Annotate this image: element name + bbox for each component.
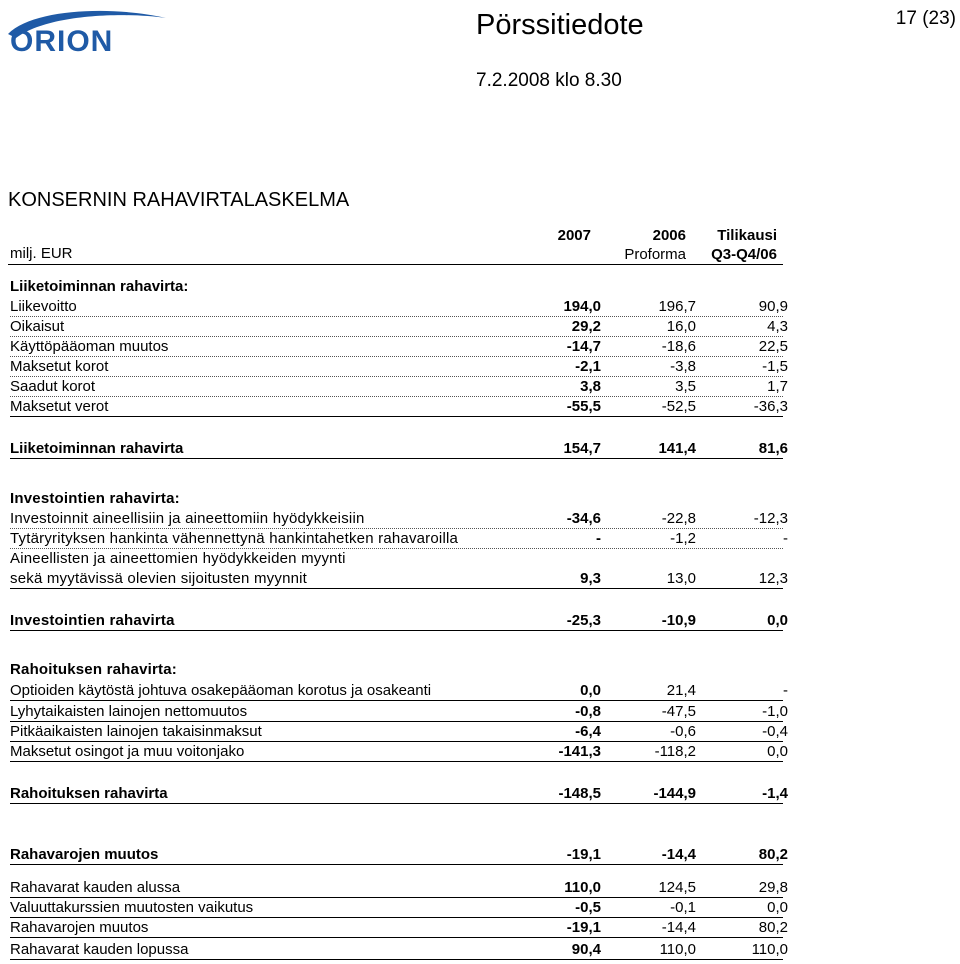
table-row: Pitkäaikaisten lainojen takaisinmaksut -6,4 -0,6 -0,4	[10, 723, 788, 740]
table-row: Käyttöpääoman muutos -14,7 -18,6 22,5	[10, 338, 788, 355]
section-heading: Rahoituksen rahavirta:	[10, 661, 177, 678]
table-row: Maksetut korot -2,1 -3,8 -1,5	[10, 358, 788, 375]
section-heading: Investointien rahavirta:	[10, 490, 180, 507]
table-row: Maksetut verot -55,5 -52,5 -36,3	[10, 398, 788, 415]
column-header	[8, 225, 783, 265]
table-row: Investoinnit aineellisiin ja aineettomiin hyödykkeisiin -34,6 -22,8 -12,3	[10, 510, 788, 527]
subtotal-row: Investointien rahavirta -25,3 -10,9 0,0	[10, 612, 788, 629]
col-2006: 2006	[652, 227, 686, 244]
unit-label: milj. EUR	[10, 245, 73, 262]
table-row: Rahavarat kauden alussa 110,0 124,5 29,8	[10, 879, 788, 896]
table-row: Rahavarojen muutos -19,1 -14,4 80,2	[10, 919, 788, 936]
section-heading: Liiketoiminnan rahavirta:	[10, 278, 189, 295]
report-title: KONSERNIN RAHAVIRTALASKELMA	[8, 189, 350, 211]
table-row: Liikevoitto 194,0 196,7 90,9	[10, 298, 788, 315]
table-row: Valuuttakurssien muutosten vaikutus -0,5 -0,1 0,0	[10, 899, 788, 916]
document-date: 7.2.2008 klo 8.30	[476, 70, 622, 91]
table-row: Lyhytaikaisten lainojen nettomuutos -0,8 -47,5 -1,0	[10, 703, 788, 720]
col-2006-proforma: Proforma	[624, 246, 686, 263]
logo-text: ORION	[10, 25, 114, 54]
col-q3q4: Q3-Q4/06	[711, 246, 777, 263]
col-tilikausi: Tilikausi	[717, 227, 777, 244]
table-row: Maksetut osingot ja muu voitonjako -141,3 -118,2 0,0	[10, 743, 788, 760]
header-rule	[8, 264, 783, 265]
col-2007: 2007	[557, 227, 591, 244]
subtotal-row: Liiketoiminnan rahavirta 154,7 141,4 81,6	[10, 440, 788, 457]
table-row: Aineellisten ja aineettomien hyödykkeiden myynti	[10, 550, 346, 567]
orion-logo	[4, 4, 172, 54]
subtotal-row: Rahavarojen muutos -19,1 -14,4 80,2	[10, 846, 788, 863]
table-row: Optioiden käytöstä johtuva osakepääoman korotus ja osakeanti 0,0 21,4 -	[10, 682, 788, 699]
subtotal-row: Rahoituksen rahavirta -148,5 -144,9 -1,4	[10, 785, 788, 802]
document-title: Pörssitiedote	[476, 9, 644, 41]
table-row: Oikaisut 29,2 16,0 4,3	[10, 318, 788, 335]
table-row: Tytäryrityksen hankinta vähennettynä hankintahetken rahavaroilla - -1,2 -	[10, 530, 788, 547]
page-number: 17 (23)	[895, 8, 956, 29]
table-row: Rahavarat kauden lopussa 90,4 110,0 110,0	[10, 941, 788, 958]
table-row: Saadut korot 3,8 3,5 1,7	[10, 378, 788, 395]
table-row: sekä myytävissä olevien sijoitusten myynnit 9,3 13,0 12,3	[10, 570, 788, 587]
